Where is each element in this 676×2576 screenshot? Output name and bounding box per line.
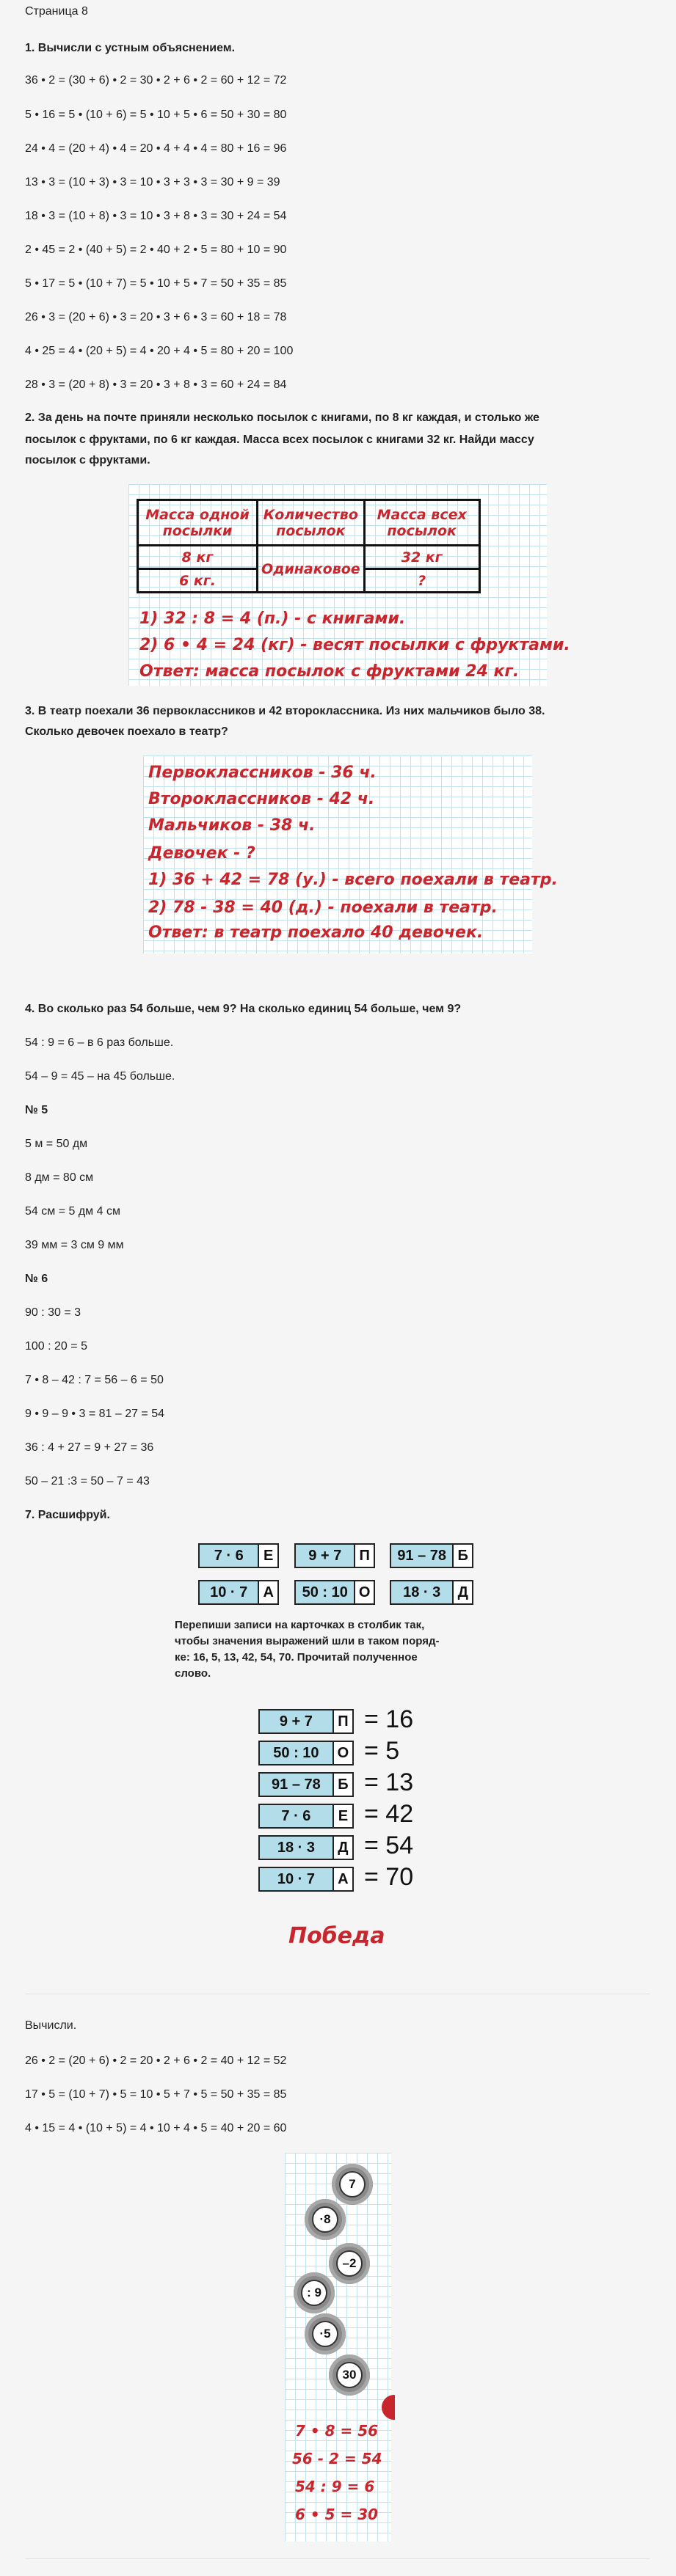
column-card bbox=[258, 1709, 354, 1734]
instruction-line: чтобы значения выражений шли в таком поряд- bbox=[175, 1635, 440, 1647]
column-card bbox=[258, 1867, 354, 1892]
extra-result-line: 54 : 9 = 6 bbox=[295, 2478, 375, 2495]
column-value: = 42 bbox=[364, 1800, 414, 1828]
card-letter: Д bbox=[454, 1581, 472, 1603]
task6-line: 50 – 21 :3 = 50 – 7 = 43 bbox=[25, 1475, 150, 1488]
task2-title-line: посылок с фруктами, по 6 кг каждая. Масса всех посылок с книгами 32 кг. Найди массу bbox=[25, 433, 534, 446]
card-expression: 50 : 10 bbox=[260, 1742, 334, 1764]
card-letter: П bbox=[355, 1545, 374, 1567]
task1-line: 5 • 17 = 5 • (10 + 7) = 5 • 10 + 5 • 7 = 50 + 35 = 85 bbox=[25, 277, 287, 290]
task6-line: 36 : 4 + 27 = 9 + 27 = 36 bbox=[25, 1441, 154, 1454]
task2-table bbox=[137, 499, 481, 593]
task5-line: 54 см = 5 дм 4 см bbox=[25, 1205, 120, 1218]
task2-solution-line: 1) 32 : 8 = 4 (п.) - с книгами. bbox=[139, 610, 406, 628]
extra-line: 17 • 5 = (10 + 7) • 5 = 10 • 5 + 7 • 5 = 50 + 35 = 85 bbox=[25, 2088, 287, 2101]
task4-line: 54 : 9 = 6 – в 6 раз больше. bbox=[25, 1036, 174, 1049]
card-expression: 10 · 7 bbox=[260, 1868, 334, 1890]
extra-title: Вычисли. bbox=[25, 2019, 77, 2032]
card bbox=[390, 1543, 473, 1568]
task3-solution-line: Мальчиков - 38 ч. bbox=[148, 816, 316, 835]
table-cell: 8 кг bbox=[138, 546, 258, 569]
task6-line: 100 : 20 = 5 bbox=[25, 1340, 87, 1353]
gear-label: : 9 bbox=[301, 2280, 327, 2306]
gear-label: 30 bbox=[336, 2362, 363, 2388]
task5-line: 5 м = 50 дм bbox=[25, 1138, 88, 1150]
task3-title-line: 3. В театр поехали 36 первоклассников и 42 второклассника. Из них мальчиков было 38. bbox=[25, 705, 545, 717]
table-cell-merged: Одинаковое bbox=[258, 546, 365, 593]
page-label: Страница 8 bbox=[25, 5, 88, 18]
task4-title: 4. Во сколько раз 54 больше, чем 9? На сколько единиц 54 больше, чем 9? bbox=[25, 1003, 462, 1015]
card bbox=[390, 1580, 473, 1605]
card-expression: 7 · 6 bbox=[260, 1805, 334, 1827]
table-header-count: Количество посылок bbox=[258, 500, 365, 546]
card-expression: 50 : 10 bbox=[296, 1581, 355, 1603]
card-letter: Е bbox=[259, 1545, 277, 1567]
card-letter: О bbox=[334, 1742, 352, 1764]
card-letter: А bbox=[259, 1581, 277, 1603]
task5-title: № 5 bbox=[25, 1104, 48, 1116]
card-letter: Б bbox=[454, 1545, 472, 1567]
table-cell: 6 кг. bbox=[138, 569, 258, 593]
task3-title-line: Сколько девочек поехало в театр? bbox=[25, 725, 228, 738]
task6-line: 7 • 8 – 42 : 7 = 56 – 6 = 50 bbox=[25, 1374, 164, 1386]
task7-answer: Победа bbox=[288, 1923, 385, 1949]
card-expression: 7 · 6 bbox=[200, 1545, 259, 1567]
instruction-line: Перепиши записи на карточках в столбик так, bbox=[175, 1619, 425, 1631]
task1-line: 4 • 25 = 4 • (20 + 5) = 4 • 20 + 4 • 5 = 80 + 20 = 100 bbox=[25, 345, 294, 357]
card-letter: О bbox=[355, 1581, 374, 1603]
column-card bbox=[258, 1835, 354, 1860]
card-expression: 9 + 7 bbox=[260, 1710, 334, 1732]
column-value: = 16 bbox=[364, 1705, 414, 1733]
task2-title-line: посылок с фруктами. bbox=[25, 454, 150, 466]
task1-line: 28 • 3 = (20 + 8) • 3 = 20 • 3 + 8 • 3 = 60 + 24 = 84 bbox=[25, 378, 287, 391]
gear-label: 7 bbox=[339, 2171, 366, 2198]
task1-line: 2 • 45 = 2 • (40 + 5) = 2 • 40 + 2 • 5 = 80 + 10 = 90 bbox=[25, 244, 287, 256]
section-divider bbox=[25, 2558, 650, 2559]
task1-line: 5 • 16 = 5 • (10 + 6) = 5 • 10 + 5 • 6 = 50 + 30 = 80 bbox=[25, 109, 287, 121]
card bbox=[198, 1580, 279, 1605]
card-letter: Д bbox=[334, 1837, 352, 1859]
card-expression: 18 · 3 bbox=[260, 1837, 334, 1859]
task5-line: 39 мм = 3 см 9 мм bbox=[25, 1239, 124, 1251]
column-card bbox=[258, 1772, 354, 1797]
extra-result-line: 56 - 2 = 54 bbox=[292, 2450, 382, 2467]
task4-line: 54 – 9 = 45 – на 45 больше. bbox=[25, 1070, 175, 1083]
gear-label: –2 bbox=[336, 2250, 363, 2277]
card-expression: 18 · 3 bbox=[391, 1581, 454, 1603]
task1-line: 36 • 2 = (30 + 6) • 2 = 30 • 2 + 6 • 2 = 60 + 12 = 72 bbox=[25, 74, 287, 87]
task3-solution-line: Первоклассников - 36 ч. bbox=[148, 764, 377, 782]
card-letter: Б bbox=[334, 1774, 352, 1796]
task3-solution-line: Ответ: в театр поехало 40 девочек. bbox=[148, 923, 484, 942]
task2-title-line: 2. За день на почте приняли несколько посылок с книгами, по 8 кг каждая, и столько же bbox=[25, 411, 539, 424]
extra-result-line: 7 • 8 = 56 bbox=[295, 2422, 379, 2440]
column-value: = 54 bbox=[364, 1832, 414, 1859]
table-header-mass-all: Масса всех посылок bbox=[364, 500, 479, 546]
column-card bbox=[258, 1741, 354, 1765]
card-expression: 91 – 78 bbox=[260, 1774, 334, 1796]
card bbox=[294, 1543, 375, 1568]
task3-solution-line: Второклассников - 42 ч. bbox=[148, 790, 375, 808]
task1-line: 18 • 3 = (10 + 8) • 3 = 10 • 3 + 8 • 3 = 30 + 24 = 54 bbox=[25, 210, 287, 222]
column-value: = 70 bbox=[364, 1863, 414, 1891]
extra-line: 4 • 15 = 4 • (10 + 5) = 4 • 10 + 4 • 5 = 40 + 20 = 60 bbox=[25, 2122, 287, 2134]
task6-line: 90 : 30 = 3 bbox=[25, 1306, 81, 1319]
gear-label: ·5 bbox=[312, 2321, 338, 2347]
task7-instruction bbox=[175, 1617, 505, 1682]
instruction-line: ке: 16, 5, 13, 42, 54, 70. Прочитай полученное bbox=[175, 1651, 418, 1664]
card-expression: 9 + 7 bbox=[296, 1545, 355, 1567]
card-expression: 91 – 78 bbox=[391, 1545, 454, 1567]
table-header-mass-one: Масса одной посылки bbox=[138, 500, 258, 546]
card-letter: А bbox=[334, 1868, 352, 1890]
task1-line: 13 • 3 = (10 + 3) • 3 = 10 • 3 + 3 • 3 = 30 + 9 = 39 bbox=[25, 176, 280, 189]
table-cell: 32 кг bbox=[364, 546, 479, 569]
task1-line: 26 • 3 = (20 + 6) • 3 = 20 • 3 + 6 • 3 = 60 + 18 = 78 bbox=[25, 311, 287, 323]
column-value: = 5 bbox=[364, 1737, 400, 1765]
gear-label: ·8 bbox=[312, 2206, 338, 2233]
card-letter: П bbox=[334, 1710, 352, 1732]
extra-line: 26 • 2 = (20 + 6) • 2 = 20 • 2 + 6 • 2 = 40 + 12 = 52 bbox=[25, 2054, 287, 2067]
task6-title: № 6 bbox=[25, 1273, 48, 1285]
task6-line: 9 • 9 – 9 • 3 = 81 – 27 = 54 bbox=[25, 1408, 165, 1420]
instruction-line: слово. bbox=[175, 1667, 211, 1680]
task1-line: 24 • 4 = (20 + 4) • 4 = 20 • 4 + 4 • 4 = 80 + 16 = 96 bbox=[25, 142, 287, 155]
table-cell: ? bbox=[364, 569, 479, 593]
task3-solution-line: Девочек - ? bbox=[148, 844, 255, 863]
task3-solution-line: 2) 78 - 38 = 40 (д.) - поехали в театр. bbox=[148, 899, 498, 917]
card-letter: Е bbox=[334, 1805, 352, 1827]
card bbox=[198, 1543, 279, 1568]
task3-solution-line: 1) 36 + 42 = 78 (у.) - всего поехали в театр. bbox=[148, 871, 558, 889]
task1-title: 1. Вычисли с устным объяснением. bbox=[25, 42, 236, 54]
task2-solution-line: 2) 6 • 4 = 24 (кг) - весят посылки с фруктами. bbox=[139, 636, 570, 654]
task5-line: 8 дм = 80 см bbox=[25, 1171, 94, 1184]
column-value: = 13 bbox=[364, 1768, 414, 1796]
card bbox=[294, 1580, 375, 1605]
task2-solution-line: Ответ: масса посылок с фруктами 24 кг. bbox=[139, 662, 520, 681]
task7-title: 7. Расшифруй. bbox=[25, 1509, 110, 1521]
column-card bbox=[258, 1804, 354, 1829]
extra-result-line: 6 • 5 = 30 bbox=[295, 2506, 379, 2523]
card-expression: 10 · 7 bbox=[200, 1581, 259, 1603]
